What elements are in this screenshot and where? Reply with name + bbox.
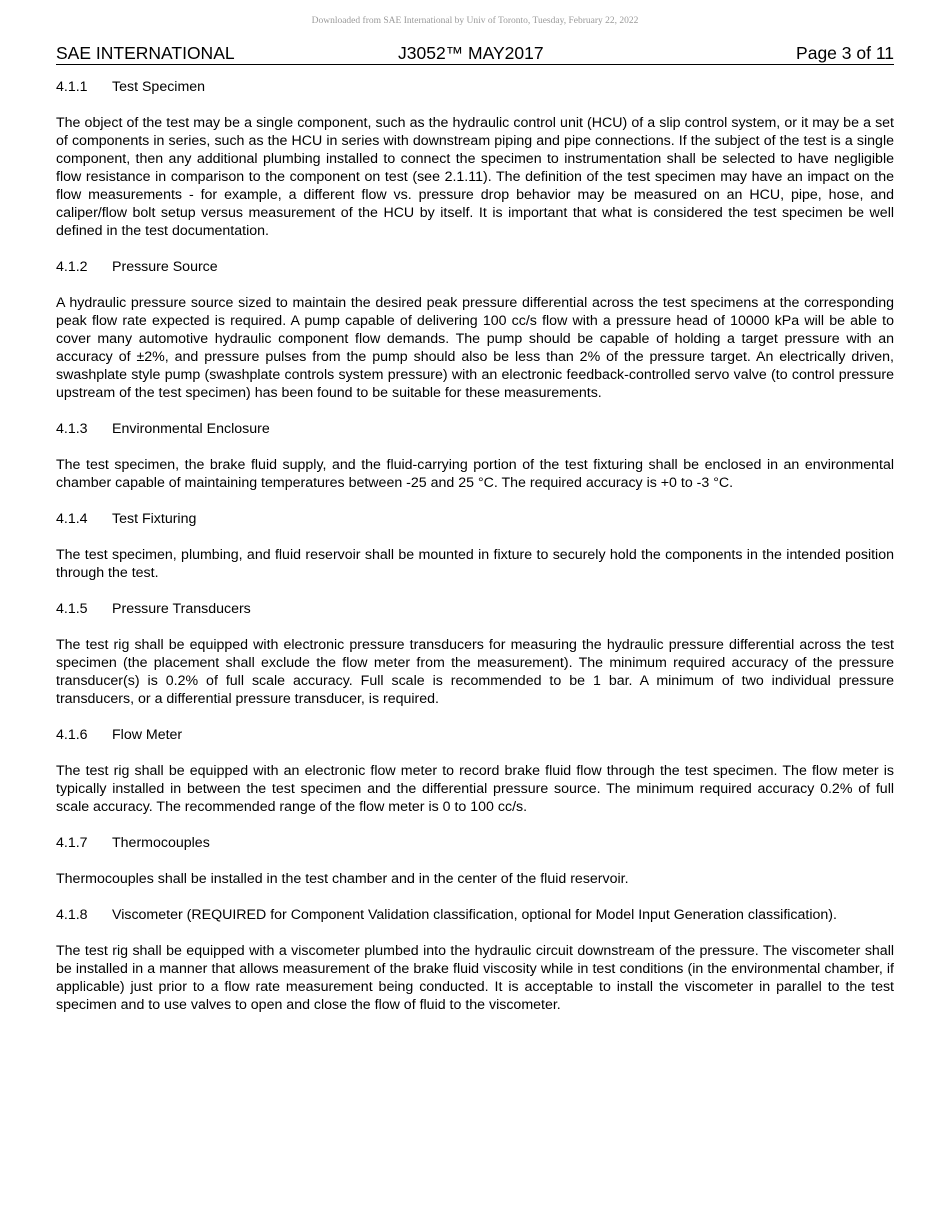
- section-number: 4.1.7: [56, 835, 88, 851]
- header-organization: SAE INTERNATIONAL: [56, 43, 235, 63]
- section-heading-viscometer: [56, 906, 894, 924]
- section-number: 4.1.5: [56, 601, 88, 617]
- section-heading-environmental-enclosure: [56, 420, 894, 438]
- section-title: Flow Meter: [112, 727, 183, 743]
- section-number: 4.1.2: [56, 259, 88, 275]
- header-document-id: J3052™ MAY2017: [398, 43, 544, 63]
- section-title: Pressure Source: [112, 259, 218, 275]
- section-paragraph-test-fixturing: The test specimen, plumbing, and fluid reservoir shall be mounted in fixture to securely hold the components in the intended position through the test.: [56, 547, 894, 581]
- download-watermark: Downloaded from SAE International by Univ of Toronto, Tuesday, February 22, 2022: [311, 16, 639, 26]
- section-number: 4.1.6: [56, 727, 88, 743]
- section-title: Pressure Transducers: [112, 601, 251, 617]
- section-heading-pressure-source: [56, 258, 894, 276]
- section-title: Thermocouples: [112, 835, 210, 851]
- section-title: Viscometer (REQUIRED for Component Validation classification, optional for Model Input Generation classification).: [112, 907, 837, 923]
- section-number: 4.1.8: [56, 907, 88, 923]
- section-paragraph-pressure-source: A hydraulic pressure source sized to maintain the desired peak pressure differential across the test specimens at the corresponding peak flow rate expected is required. A pump capable of delivering 100 cc/s flow with a pressure head of 10000 kPa will be able to cover many automotive hydraulic component flow demands. The pump should be capable of holding a target pressure with an accuracy of ±2%, and pressure pulses from the pump should also be less than 2% of the pressure target. An electrically driven, swashplate style pump (swashplate controls system pressure) with an electronic feedback-controlled servo valve (to control pressure upstream of the test specimen) has been found to be suitable for these measurements.: [56, 295, 894, 401]
- section-paragraph-flow-meter: The test rig shall be equipped with an electronic flow meter to record brake fluid flow through the test specimen. The flow meter is typically installed in between the test specimen and the differential pressure source. The minimum required accuracy 0.2% of full scale accuracy. The recommended range of the flow meter is 0 to 100 cc/s.: [56, 763, 894, 815]
- section-title: Test Fixturing: [112, 511, 197, 527]
- header-page-number: Page 3 of 11: [796, 43, 894, 63]
- document-body: [56, 78, 894, 1032]
- section-paragraph-pressure-transducers: The test rig shall be equipped with electronic pressure transducers for measuring the hydraulic pressure differential across the test specimen (the placement shall exclude the flow meter from the measurement). The minimum required accuracy of the pressure transducer(s) is 0.2% of full scale accuracy. Full scale is recommended to be 1 bar. A minimum of two individual pressure transducers, or a differential pressure transducer, is required.: [56, 637, 894, 707]
- section-title: Test Specimen: [112, 79, 206, 95]
- section-paragraph-environmental-enclosure: The test specimen, the brake fluid supply, and the fluid-carrying portion of the test fixturing shall be enclosed in an environmental chamber capable of maintaining temperatures between -25 and 25 °C. The required accuracy is +0 to -3 °C.: [56, 457, 894, 491]
- section-number: 4.1.4: [56, 511, 88, 527]
- section-number: 4.1.1: [56, 79, 88, 95]
- section-paragraph-viscometer: The test rig shall be equipped with a viscometer plumbed into the hydraulic circuit downstream of the pressure. The viscometer shall be installed in a manner that allows measurement of the brake fluid viscosity while in test conditions (in the environmental chamber, if applicable) just prior to a flow rate measurement being conducted. It is acceptable to install the viscometer in parallel to the test specimen and to use valves to open and close the flow of fluid to the viscometer.: [56, 943, 894, 1013]
- section-paragraph-test-specimen: The object of the test may be a single component, such as the hydraulic control unit (HCU) of a slip control system, or it may be a set of components in series, such as the HCU in series with downstream piping and pipe connections. If the subject of the test is a single component, then any additional plumbing installed to connect the specimen to instrumentation shall be selected to have negligible flow resistance in comparison to the component on test (see 2.1.11). The definition of the test specimen may have an impact on the flow measurements - for example, a different flow vs. pressure drop behavior may be measured on an HCU, pipe, hose, and caliper/flow bolt setup versus measurement of the HCU by itself. It is important that what is considered the test specimen be well defined in the test documentation.: [56, 115, 894, 239]
- section-heading-flow-meter: [56, 726, 894, 744]
- page-header: [56, 43, 894, 65]
- section-heading-test-specimen: [56, 78, 894, 96]
- section-paragraph-thermocouples: Thermocouples shall be installed in the test chamber and in the center of the fluid reservoir.: [56, 871, 629, 887]
- section-heading-pressure-transducers: [56, 600, 894, 618]
- section-heading-thermocouples: [56, 834, 894, 852]
- section-title: Environmental Enclosure: [112, 421, 270, 437]
- section-heading-test-fixturing: [56, 510, 894, 528]
- section-number: 4.1.3: [56, 421, 88, 437]
